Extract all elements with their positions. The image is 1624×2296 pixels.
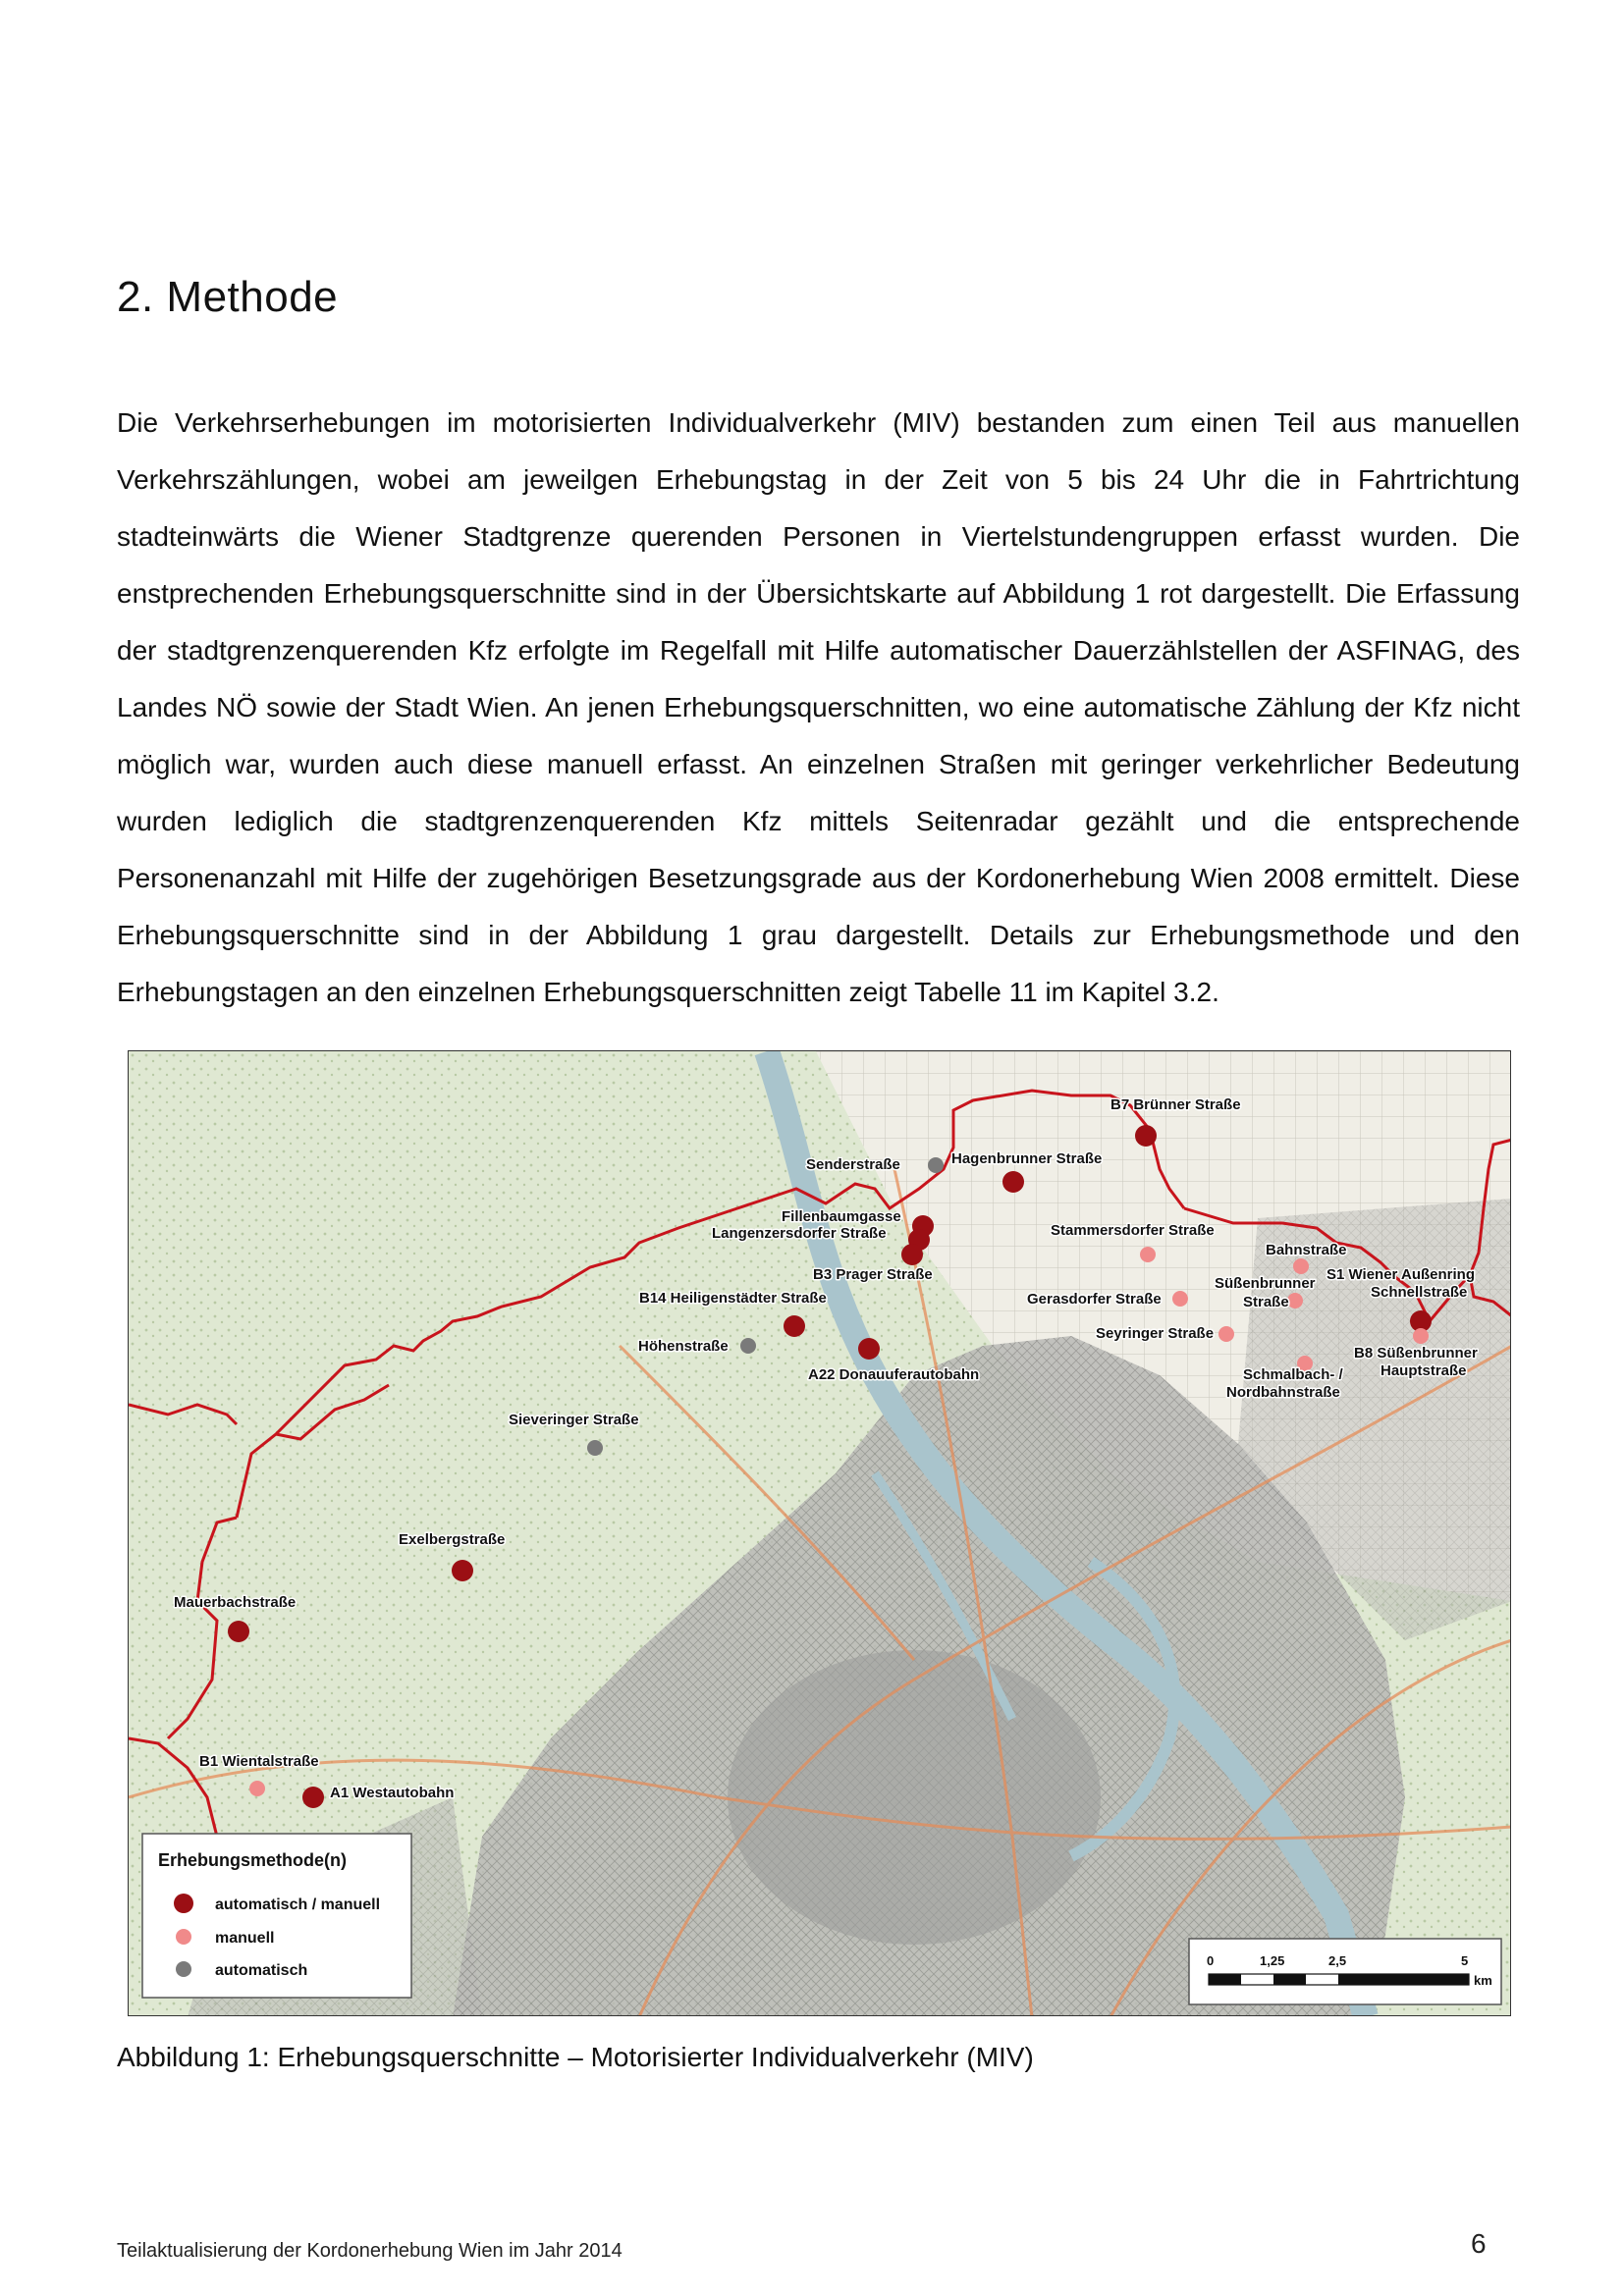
label-sieveringer: Sieveringer Straße: [509, 1412, 639, 1428]
marker-a1: [302, 1787, 324, 1808]
marker-sender: [928, 1157, 944, 1173]
label-b8-line1: B8 Süßenbrunner: [1354, 1345, 1478, 1362]
label-seyringer: Seyringer Straße: [1096, 1325, 1215, 1342]
label-b8-line2: Hauptstraße: [1380, 1362, 1467, 1379]
legend-title: Erhebungsmethode(n): [158, 1850, 347, 1870]
scale-unit: km: [1474, 1973, 1492, 1988]
label-langenzersdorf: Langenzersdorfer Straße: [712, 1225, 887, 1242]
scale-tick-0: 0: [1207, 1953, 1215, 1968]
scale-tick-3: 5: [1461, 1953, 1469, 1968]
marker-b14: [784, 1315, 805, 1337]
label-stammersdorf: Stammersdorfer Straße: [1051, 1222, 1215, 1239]
marker-b7: [1135, 1125, 1157, 1147]
label-sender: Senderstraße: [806, 1156, 900, 1173]
label-b3: B3 Prager Straße: [813, 1266, 933, 1283]
marker-hagenbrunner: [1002, 1171, 1024, 1193]
scale-tick-1: 1,25: [1260, 1953, 1285, 1968]
marker-sieveringer: [587, 1440, 603, 1456]
label-suessenbrunner-1: Süßenbrunner: [1215, 1275, 1316, 1292]
marker-bahnstrasse: [1293, 1258, 1309, 1274]
label-hagenbrunner: Hagenbrunner Straße: [951, 1150, 1103, 1167]
label-suessenbrunner-2: Straße: [1243, 1294, 1289, 1310]
label-s1-line1: S1 Wiener Außenring: [1326, 1266, 1475, 1283]
label-bahnstrasse: Bahnstraße: [1266, 1242, 1347, 1258]
label-b14: B14 Heiligenstädter Straße: [639, 1290, 827, 1307]
label-s1-line2: Schnellstraße: [1371, 1284, 1468, 1301]
legend-swatch-automatic: [176, 1961, 191, 1977]
legend-swatch-automatic-manual: [174, 1894, 193, 1913]
survey-map: [128, 1050, 1511, 2016]
legend-automatic-manual: automatisch / manuell: [215, 1896, 381, 1913]
legend-swatch-manual: [176, 1929, 191, 1945]
marker-a22: [858, 1338, 880, 1360]
label-hoehen: Höhenstraße: [638, 1338, 729, 1355]
marker-stammersdorf: [1140, 1247, 1156, 1262]
label-schmalbach-2: Nordbahnstraße: [1226, 1384, 1340, 1401]
label-a1: A1 Westautobahn: [330, 1785, 455, 1801]
label-exelberg: Exelbergstraße: [399, 1531, 506, 1548]
scale-tick-2: 2,5: [1328, 1953, 1347, 1968]
label-a22: A22 Donauuferautobahn: [808, 1366, 980, 1383]
marker-b3: [901, 1244, 923, 1265]
marker-b1: [249, 1781, 265, 1796]
marker-hoehen: [740, 1338, 756, 1354]
label-b1: B1 Wientalstraße: [199, 1753, 319, 1770]
label-schmalbach-1: Schmalbach- /: [1243, 1366, 1343, 1383]
map-legend: [142, 1834, 411, 1998]
marker-gerasdorf: [1172, 1291, 1188, 1307]
marker-seyringer: [1218, 1326, 1234, 1342]
body-paragraph: Die Verkehrserhebungen im motorisierten Individualverkehr (MIV) bestanden zum einen Teil aus manuellen Verkehrszählungen, wobei am jeweilgen Erhebungstag in der Zeit von 5 bis 24 Uhr die in Fahrtrichtung stadteinwärts die Wiener Stadtgrenze querenden Personen in Viertelstundengruppen erfasst wurden. Die enstprechenden Erhebungsquerschnitte sind in der Übersichtskarte auf Abbildung 1 rot dargestellt. Die Erfassung der stadtgrenzenquerenden Kfz erfolgte im Regelfall mit Hilfe automatischer Dauerzählstellen der ASFINAG, des Landes NÖ sowie der Stadt Wien. An jenen Erhebungsquerschnitten, wo eine automatische Zählung der Kfz nicht möglich war, wurden auch diese manuell erfasst. An einzelnen Straßen mit geringer verkehrlicher Bedeutung wurden lediglich die stadtgrenzenquerenden Kfz mittels Seitenradar gezählt und die entsprechende Personenanzahl mit Hilfe der zugehörigen Besetzungsgrade aus der Kordonerhebung Wien 2008 ermittelt. Diese Erhebungsquerschnitte sind in der Abbildung 1 grau dargestellt. Details zur Erhebungsmethode und den Erhebungstagen an den einzelnen Erhebungsquerschnitten zeigt Tabelle 11 im Kapitel 3.2.: [117, 407, 1520, 1007]
marker-b8: [1413, 1328, 1429, 1344]
label-gerasdorf: Gerasdorfer Straße: [1027, 1291, 1162, 1308]
label-b7: B7 Brünner Straße: [1110, 1096, 1241, 1113]
marker-exelberg: [452, 1560, 473, 1581]
page-number: 6: [1471, 2228, 1487, 2259]
legend-automatic: automatisch: [215, 1962, 308, 1979]
footer-title: Teilaktualisierung der Kordonerhebung Wien im Jahr 2014: [117, 2240, 623, 2262]
marker-mauerbach: [228, 1621, 249, 1642]
inner-city: [728, 1650, 1101, 1945]
figure-caption: Abbildung 1: Erhebungsquerschnitte – Motorisierter Individualverkehr (MIV): [117, 2042, 1034, 2072]
section-heading: 2. Methode: [117, 273, 339, 321]
marker-suessenbrunner: [1287, 1293, 1303, 1308]
legend-manual: manuell: [215, 1930, 275, 1947]
scale-bar: [1189, 1939, 1501, 2004]
label-mauerbach: Mauerbachstraße: [174, 1594, 297, 1611]
label-fillenbaum: Fillenbaumgasse: [782, 1208, 901, 1225]
